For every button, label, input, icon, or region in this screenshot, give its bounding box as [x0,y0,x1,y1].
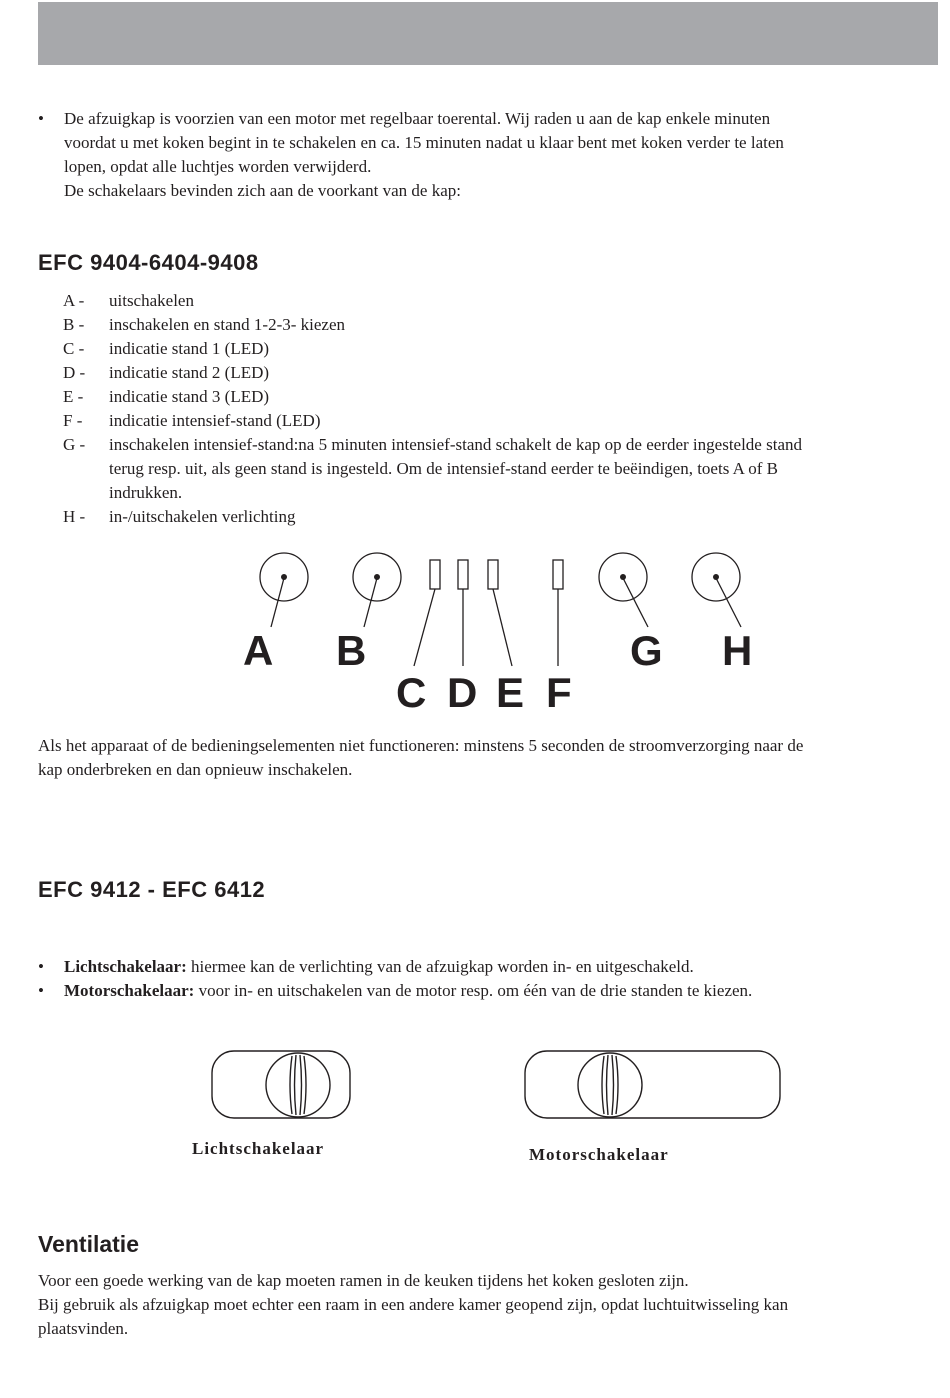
ventilatie-line: Voor een goede werking van de kap moeten ramen in de keuken tijdens het koken gesloten zijn. [38,1271,689,1290]
list-text: indicatie stand 2 (LED) [109,363,270,382]
bullet-text: voor in- en uitschakelen van de motor resp. om één van de drie standen te kiezen. [194,981,753,1000]
diagram-label-d: D [447,669,478,716]
diagram-label-b: B [336,627,367,674]
list-key: H - [63,507,86,526]
list-text-continued: indrukken. [109,483,183,502]
intro-line: De afzuigkap is voorzien van een motor met regelbaar toerental. Wij raden u aan de kap enkele minuten [64,109,771,128]
note-line: Als het apparaat of de bedieningselementen niet functioneren: minstens 5 seconden de stroomverzorging naar de [38,736,804,755]
list-key: A - [63,291,85,310]
list-text: inschakelen en stand 1-2-3- kiezen [109,315,346,334]
list-key: E - [63,387,84,406]
intro-line: voordat u met koken begint in te schakelen en ca. 15 minuten nadat u klaar bent met koken verder te laten [64,133,784,152]
bullet-dot: • [38,109,44,128]
note-line: kap onderbreken en dan opnieuw inschakelen. [38,760,353,779]
diagram-label-a: A [243,627,274,674]
bullet-bold-label: Lichtschakelaar: [64,957,187,976]
ventilatie-line: Bij gebruik als afzuigkap moet echter een raam in een andere kamer geopend zijn, opdat luchtuitwisseling kan [38,1295,789,1314]
intro-line: lopen, opdat alle luchtjes worden verwijderd. [64,157,372,176]
section-title-ventilatie: Ventilatie [38,1231,139,1257]
light-switch-drawing [212,1051,350,1118]
list-key: B - [63,315,85,334]
list-text-continued: terug resp. uit, als geen stand is ingesteld. Om de intensief-stand eerder te beëindigen, toets A of B [109,459,778,478]
diagram-label-h: H [722,627,753,674]
bullet-dot: • [38,957,44,976]
list-text: inschakelen intensief-stand:na 5 minuten intensief-stand schakelt de kap op de eerder ingestelde stand [109,435,802,454]
bullet-text: hiermee kan de verlichting van de afzuigkap worden in- en uitgeschakeld. [186,957,694,976]
section-title-efc9412: EFC 9412 - EFC 6412 [38,877,266,902]
list-text: indicatie stand 3 (LED) [109,387,270,406]
diagram-label-g: G [630,627,663,674]
bullet-bold-label: Motorschakelaar: [64,981,195,1000]
intro-line: De schakelaars bevinden zich aan de voorkant van de kap: [64,181,461,200]
caption-motor-switch: Motorschakelaar [529,1145,669,1164]
diagram-label-c: C [396,669,427,716]
list-text: in-/uitschakelen verlichting [109,507,296,526]
ventilatie-paragraph [38,1269,943,1341]
list-key: F - [63,411,83,430]
list-text: indicatie stand 1 (LED) [109,339,270,358]
list-key: D - [63,363,86,382]
bullet-dot: • [38,981,44,1000]
list-text: indicatie intensief-stand (LED) [109,411,321,430]
section-title-efc9404: EFC 9404-6404-9408 [38,250,259,275]
diagram-label-e: E [496,669,525,716]
ventilatie-line: plaatsvinden. [38,1319,129,1338]
list-text: uitschakelen [109,291,194,310]
list-key: C - [63,339,85,358]
list-key: G - [63,435,86,454]
diagram-label-f: F [546,669,572,716]
caption-light-switch: Lichtschakelaar [192,1139,325,1158]
motor-switch-drawing [525,1051,780,1118]
